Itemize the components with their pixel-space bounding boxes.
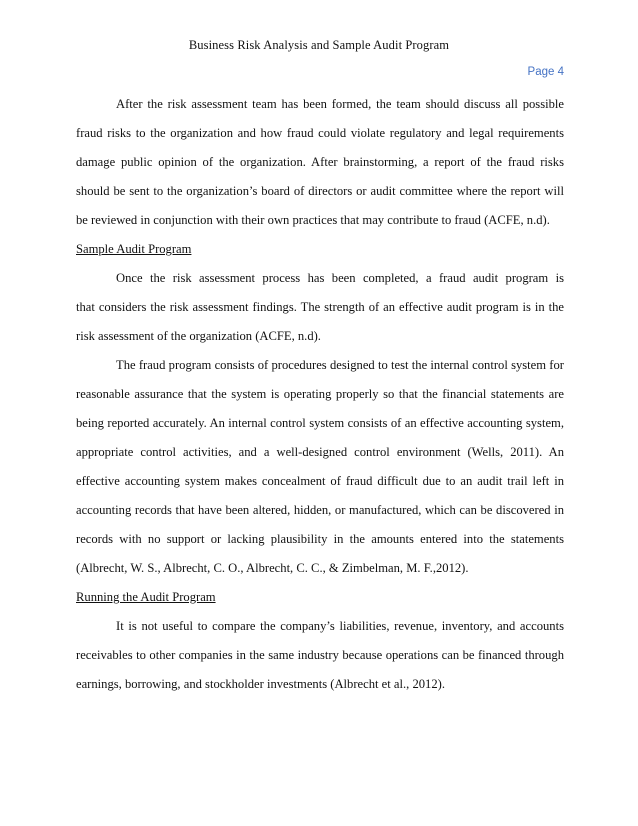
text-line: damage public opinion of the organization. After brainstorming, a report of the fraud risks (76, 155, 564, 169)
page-number: Page 4 (527, 66, 564, 78)
paragraph-intro (76, 90, 564, 235)
text-line: After the risk assessment team has been formed, the team should discuss all possible (116, 97, 564, 111)
text-line: records with no support or lacking plausibility in the amounts entered into the statements (76, 532, 564, 546)
text-line: should be sent to the organization’s board of directors or audit committee where the report will (76, 184, 564, 198)
text-line: that considers the risk assessment findings. The strength of an effective audit program is in the (76, 300, 564, 314)
paragraph-running-1 (76, 612, 564, 699)
text-line: being reported accurately. An internal control system consists of an effective accounting system, (76, 416, 564, 430)
text-line: fraud risks to the organization and how fraud could violate regulatory and legal requirements (76, 126, 564, 140)
text-line: (Albrecht, W. S., Albrecht, C. O., Albrecht, C. C., & Zimbelman, M. F.,2012). (76, 561, 469, 575)
text-line: risk assessment of the organization (ACFE, n.d). (76, 329, 321, 343)
text-line: effective accounting system makes concealment of fraud difficult due to an audit trail left in (76, 474, 564, 488)
document-body (76, 90, 564, 699)
section-heading-sample-audit-program: Sample Audit Program (76, 242, 192, 256)
text-line: It is not useful to compare the company’s liabilities, revenue, inventory, and accounts (116, 619, 564, 633)
section-heading-running-the-audit-program: Running the Audit Program (76, 590, 216, 604)
paragraph-sample-2 (76, 351, 564, 583)
running-header: Business Risk Analysis and Sample Audit Program (188, 38, 450, 52)
text-line: receivables to other companies in the same industry because operations can be financed through (76, 648, 564, 662)
text-line: reasonable assurance that the system is operating properly so that the financial statements are (76, 387, 564, 401)
text-line: Once the risk assessment process has been completed, a fraud audit program is (116, 271, 564, 285)
text-line: accounting records that have been altered, hidden, or manufactured, which can be discovered in (76, 503, 564, 517)
text-line: appropriate control activities, and a well-designed control environment (Wells, 2011). An (76, 445, 564, 459)
paragraph-sample-1 (76, 264, 564, 351)
text-line: The fraud program consists of procedures designed to test the internal control system for (116, 358, 564, 372)
text-line: be reviewed in conjunction with their own practices that may contribute to fraud (ACFE, n.d). (76, 213, 550, 227)
text-line: earnings, borrowing, and stockholder investments (Albrecht et al., 2012). (76, 677, 445, 691)
